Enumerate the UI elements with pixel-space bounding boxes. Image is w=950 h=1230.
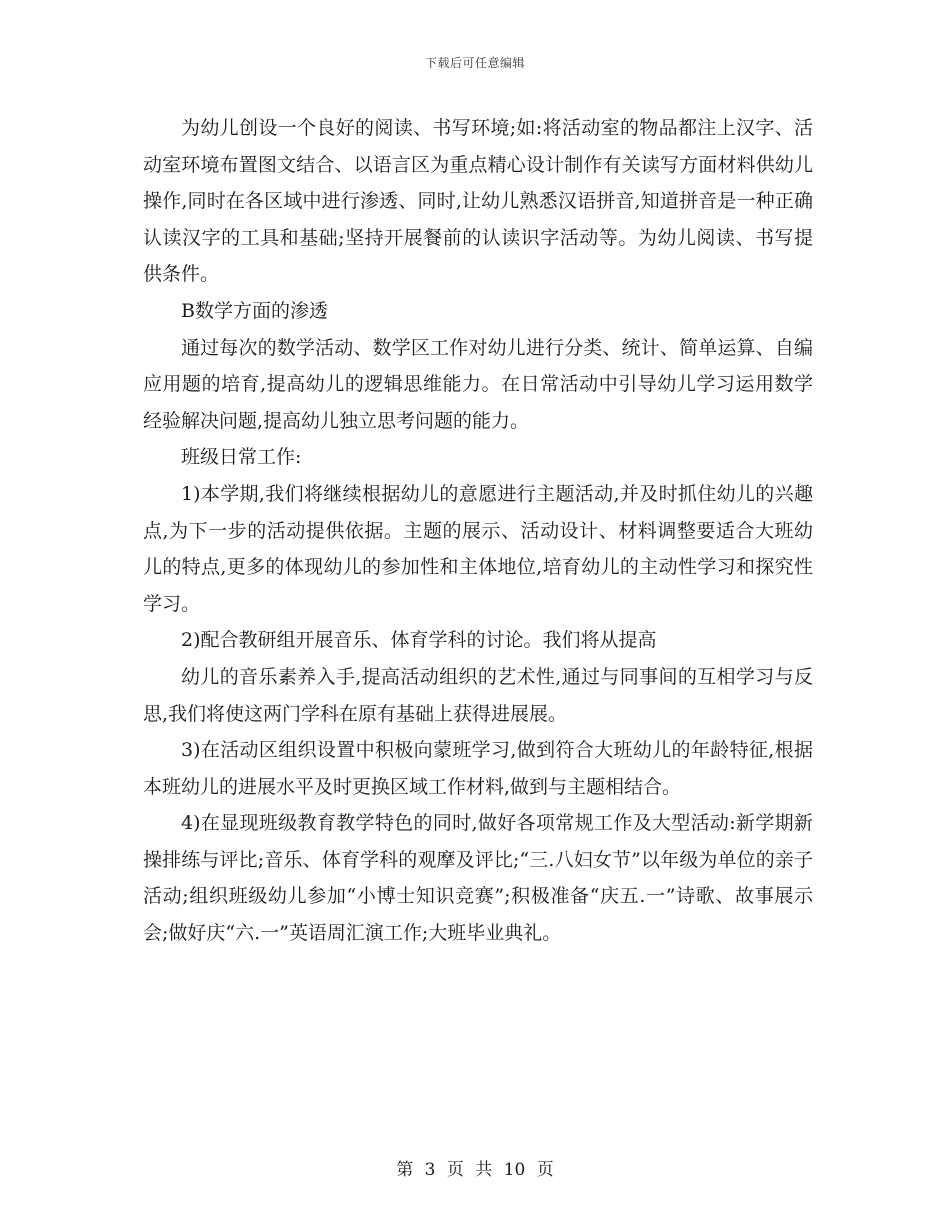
paragraph-item-1: 1)本学期,我们将继续根据幼儿的意愿进行主题活动,并及时抓住幼儿的兴趣点,为下一步的活动提供依据。主题的展示、活动设计、材料调整要适合大班幼儿的特点,更多的体现幼儿的参加性和主体地位,培育幼儿的主动性学习和探究性学习。	[143, 482, 813, 615]
paragraph-item-2: 2)配合教研组开展音乐、体育学科的讨论。我们将从提高	[181, 629, 657, 652]
section-heading-math: B数学方面的渗透	[181, 299, 328, 322]
paragraph-item-3: 3)在活动区组织设置中积极向蒙班学习,做到符合大班幼儿的年龄特征,根据本班幼儿的进展水平及时更换区域工作材料,做到与主题相结合。	[143, 739, 813, 798]
page-number-footer: 第 3 页 共 10 页	[396, 1160, 554, 1180]
paragraph-reading-environment: 为幼儿创设一个良好的阅读、书写环境;如:将活动室的物品都注上汉字、活动室环境布置图文结合、以语言区为重点精心设计制作有关读写方面材料供幼儿操作,同时在各区域中进行渗透、同时,让幼儿熟悉汉语拼音,知道拼音是一种正确认读汉字的工具和基础;坚持开展餐前的认读识字活动等。为幼儿阅读、书写提供条件。	[143, 117, 813, 286]
section-heading-daily-work: 班级日常工作:	[181, 446, 302, 469]
paragraph-item-2-continued: 幼儿的音乐素养入手,提高活动组织的艺术性,通过与同事间的互相学习与反思,我们将使这两门学科在原有基础上获得进展展。	[143, 665, 813, 725]
paragraph-math-activities: 通过每次的数学活动、数学区工作对幼儿进行分类、统计、简单运算、自编应用题的培育,提高幼儿的逻辑思维能力。在日常活动中引导幼儿学习运用数学经验解决问题,提高幼儿独立思考问题的能力。	[143, 336, 813, 432]
body-text	[143, 110, 813, 952]
paragraph-item-4: 4)在显现班级教育教学特色的同时,做好各项常规工作及大型活动:新学期新操排练与评比;音乐、体育学科的观摩及评比;“三.八妇女节”以年级为单位的亲子活动;组织班级幼儿参加“小博士知识竞赛”;积极准备“庆五.一”诗歌、故事展示会;做好庆“六.一”英语周汇演工作;大班毕业典礼。	[143, 812, 813, 945]
page-header: 下载后可任意编辑	[424, 56, 525, 70]
